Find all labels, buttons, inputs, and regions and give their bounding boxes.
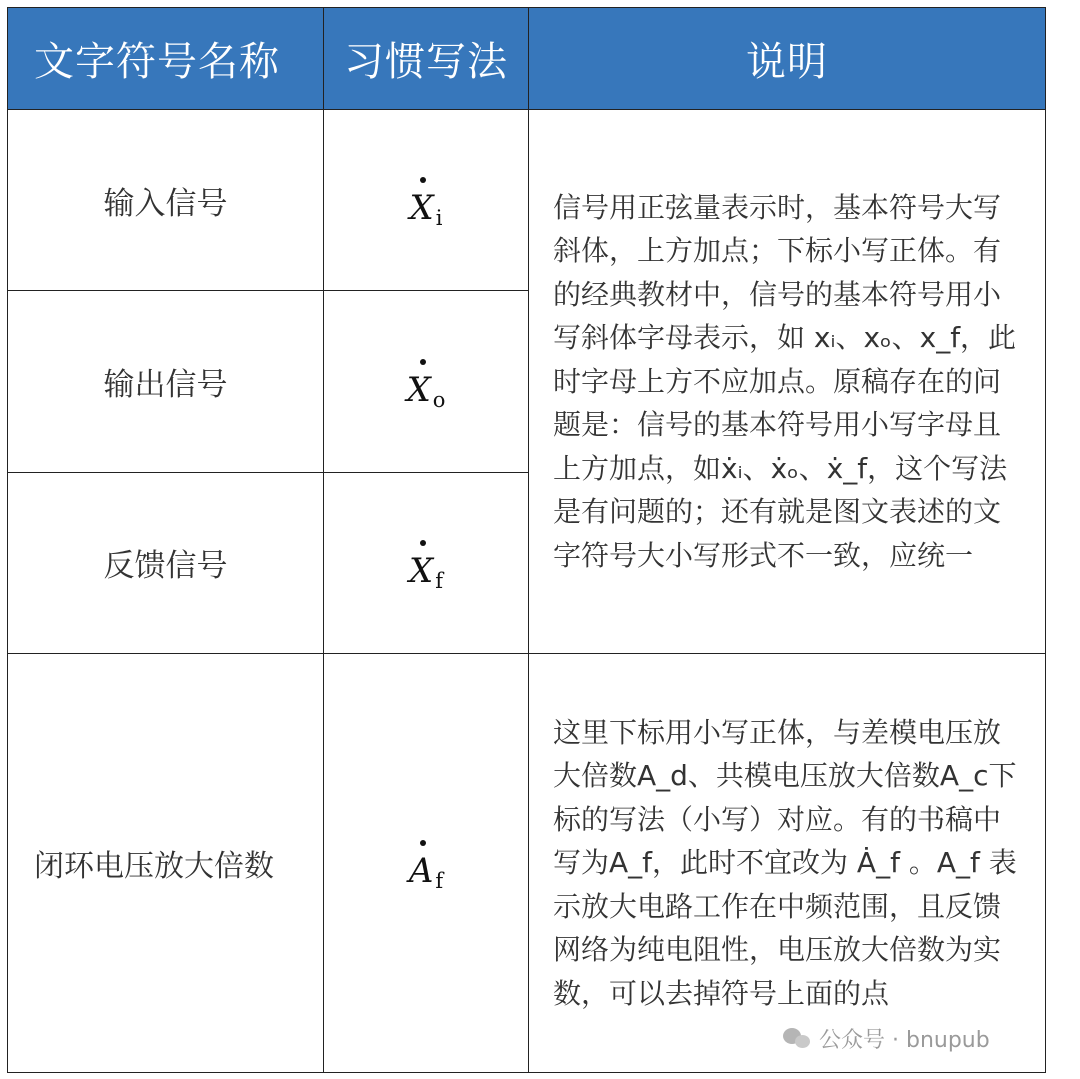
row-name: 输出信号 [8, 291, 324, 472]
gain-note: 这里下标用小写正体，与差模电压放大倍数A_d、共模电压放大倍数A_c下标的写法（小写）对应。有的书稿中写为A_f，此时不宜改为 Ȧ_f 。A_f 表示放大电路工作在中频范围，且反馈网络为纯电阻性，电压放大倍数为实数，可以去掉符号上面的点 [553, 715, 1017, 1010]
row-symbol [324, 654, 529, 1073]
header-description: 说明 [529, 8, 1046, 110]
symbol-subscript: o [432, 387, 446, 412]
dot-mark [420, 359, 426, 365]
row-symbol [324, 110, 529, 291]
signals-note: 信号用正弦量表示时，基本符号大写斜体，上方加点；下标小写正体。有的经典教材中，信号的基本符号用小写斜体字母表示，如 xᵢ、xₒ、x_f，此时字母上方不应加点。原稿存在的问题是：信号的基本符号用小写字母且上方加点，如ẋᵢ、ẋₒ、ẋ_f，这个写法是有问题的；还有就是图文表述的文字符号大小写形式不一致，应统一 [553, 190, 1017, 572]
table-row [8, 110, 1046, 291]
row-name: 闭环电压放大倍数 [8, 654, 324, 1073]
table-row [8, 654, 1046, 1073]
dotted-symbol [408, 851, 444, 894]
dotted-symbol [406, 369, 446, 412]
signals-description [529, 110, 1046, 654]
symbol-table [7, 7, 1045, 1073]
row-symbol [324, 291, 529, 472]
symbol-base: X [409, 188, 434, 229]
symbol-base: X [409, 550, 434, 591]
watermark [783, 1020, 990, 1056]
symbol-subscript: i [435, 206, 443, 231]
symbol-subscript: f [435, 869, 444, 894]
dot-mark [420, 540, 426, 546]
dot-mark [420, 177, 426, 183]
symbol-base: X [406, 369, 431, 410]
header-notation: 习惯写法 [324, 8, 529, 110]
dotted-symbol [409, 188, 443, 231]
row-name: 反馈信号 [8, 472, 324, 653]
row-symbol [324, 472, 529, 653]
symbol-base: A [408, 851, 434, 892]
dot-mark [420, 840, 426, 846]
wechat-icon [783, 1026, 811, 1050]
header-row [8, 8, 1046, 110]
symbol-subscript: f [435, 568, 443, 593]
row-name: 输入信号 [8, 110, 324, 291]
gain-description [529, 654, 1046, 1073]
dotted-symbol [409, 550, 443, 593]
watermark-text: 公众号 · bnupub [819, 1027, 990, 1053]
header-name: 文字符号名称 [8, 8, 324, 110]
